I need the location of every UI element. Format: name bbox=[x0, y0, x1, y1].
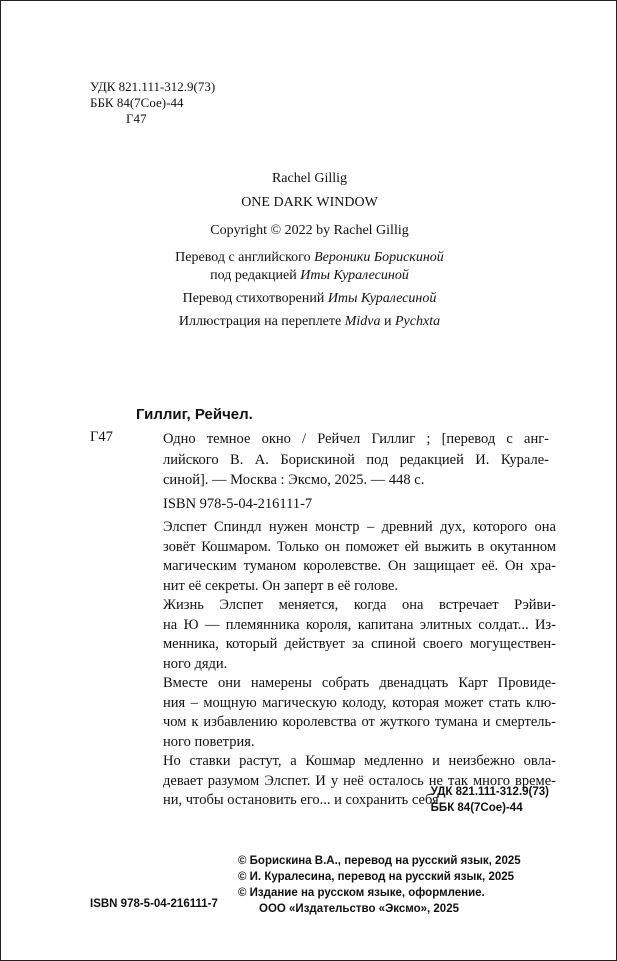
annotation-line: магическим туманом королевстве. Он защищает её. Он хра- bbox=[163, 558, 556, 574]
translation-credit bbox=[1, 250, 617, 266]
bibliography-isbn: ISBN 978-5-04-216111-7 bbox=[163, 496, 313, 512]
cover-artist-1: Midva bbox=[344, 314, 381, 329]
cover-prefix: Иллюстрация на переплете bbox=[178, 314, 345, 329]
bibliography-line: Одно темное окно / Рейчел Гиллиг ; [перевод с анг- bbox=[163, 431, 549, 447]
original-copyright: Copyright © 2022 by Rachel Gillig bbox=[210, 223, 409, 238]
annotation-line: нит её секреты. Он заперт в её голове. bbox=[163, 577, 399, 594]
original-author: Rachel Gillig bbox=[271, 171, 348, 186]
editor-name: Иты Куралесиной bbox=[300, 268, 409, 283]
author-sign: Г47 bbox=[126, 111, 147, 126]
annotation-line: ного поветрия. bbox=[163, 733, 255, 750]
copyright-line: © Издание на русском языке, оформление. bbox=[238, 887, 485, 899]
annotation-line: зовёт Кошмаром. Только он поможет ей выжить в окутанном bbox=[163, 538, 556, 555]
poems-prefix: Перевод стихотворений bbox=[182, 291, 328, 306]
bbk-code: ББК 84(7Сое)-44 bbox=[90, 95, 184, 110]
translator-name: Вероники Борискиной bbox=[314, 250, 444, 265]
bibliography-line: лийского В. А. Борискиной под редакцией И. Курале- bbox=[163, 451, 549, 468]
cover-credit bbox=[1, 314, 617, 330]
annotation-line: менника, который действует за спиной своего могуществен- bbox=[163, 636, 556, 652]
footer-codes bbox=[431, 784, 549, 816]
footer-isbn: ISBN 978-5-04-216111-7 bbox=[90, 898, 218, 910]
annotation-paragraph bbox=[163, 596, 556, 674]
editor-prefix: под редакцией bbox=[210, 268, 301, 283]
poems-translator-name: Иты Куралесиной bbox=[327, 291, 437, 306]
annotation-paragraph bbox=[163, 674, 556, 752]
annotation-line: ного дяди. bbox=[163, 655, 228, 672]
annotation-line: ния – мощную магическую колоду, которая может стать клю- bbox=[163, 694, 556, 711]
udk-code: УДК 821.111-312.9(73) bbox=[90, 79, 216, 94]
annotation-line: Вместе они намерены собрать двенадцать Карт Провиде- bbox=[163, 675, 556, 691]
annotation-line: чом к избавлению королевства от жуткого тумана и смертель- bbox=[163, 714, 556, 730]
annotation-line: Элспет Спиндл нужен монстр – древний дух, которого она bbox=[163, 519, 556, 535]
annotation-line: девает разумом Элспет. И у неё осталось не так много време- bbox=[163, 772, 556, 789]
copyright-line: ООО «Издательство «Эксмо», 2025 bbox=[259, 903, 459, 915]
bibliography-code: Г47 bbox=[90, 429, 113, 445]
annotation-line: Но ставки растут, а Кошмар медленно и неизбежно овла- bbox=[163, 753, 556, 769]
copyright-line: © Борискина В.А., перевод на русский язык, 2025 bbox=[238, 855, 521, 867]
bibliography-line: синой]. — Москва : Эксмо, 2025. — 448 с. bbox=[163, 472, 425, 488]
footer-bbk: ББК 84(7Сое)-44 bbox=[430, 802, 523, 814]
footer-copyrights bbox=[238, 853, 521, 917]
annotation-line: на Ю — племянника короля, капитана элитных солдат... Из- bbox=[163, 616, 556, 633]
annotation bbox=[163, 518, 556, 811]
annotation-paragraph bbox=[163, 518, 556, 596]
poems-credit bbox=[1, 291, 617, 307]
bibliography-heading: Гиллиг, Рейчел. bbox=[136, 406, 253, 423]
cover-artist-2: Pychxta bbox=[395, 314, 441, 329]
annotation-line: Жизнь Элспет меняется, когда она встречает Рэйви- bbox=[163, 597, 556, 613]
bibliography-description bbox=[163, 429, 549, 491]
translation-prefix: Перевод с английского bbox=[175, 250, 315, 265]
classification-block bbox=[90, 79, 215, 127]
footer-udk: УДК 821.111-312.9(73) bbox=[430, 786, 549, 798]
editor-credit bbox=[1, 268, 617, 284]
original-title: ONE DARK WINDOW bbox=[241, 195, 378, 210]
copyright-line: © И. Куралесина, перевод на русский язык, 2025 bbox=[238, 871, 515, 883]
cover-and: и bbox=[380, 314, 395, 329]
annotation-line: ни, чтобы остановить его... и сохранить себя. bbox=[163, 792, 443, 808]
